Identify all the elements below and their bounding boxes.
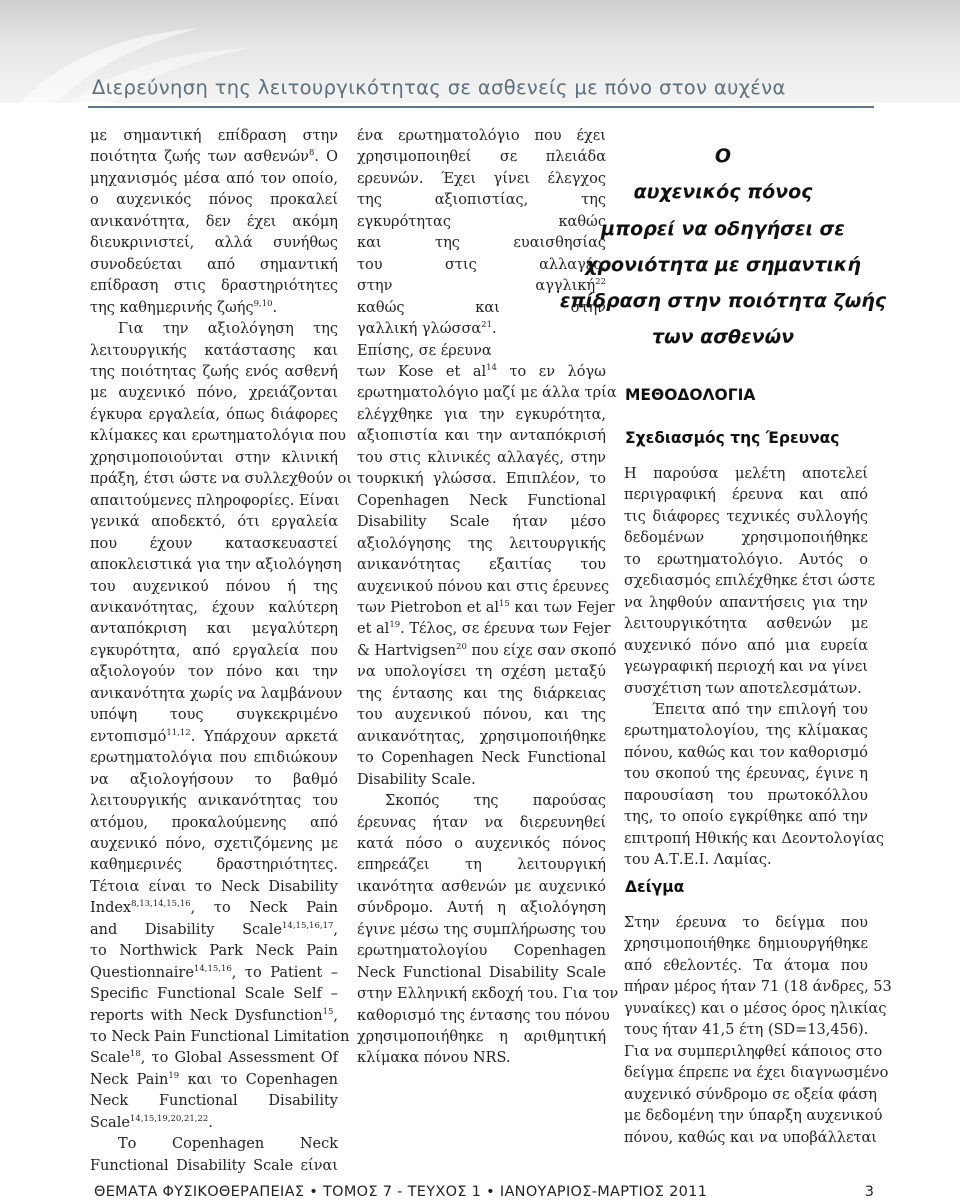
text-line: έγκυρα εργαλεία, όπως διάφορες xyxy=(90,406,338,423)
subheading-study-design: Σχεδιασμός της Έρευνας xyxy=(625,429,840,447)
text-line: ένα ερωτηματολόγιο που έχει xyxy=(357,128,606,144)
text-line: σύνδρομο. Αυτή η αξιολόγηση xyxy=(357,900,606,917)
text-line: λειτουργικής κατάστασης και xyxy=(90,342,338,359)
text-line: αυχενικό σύνδρομο σε οξεία φάση xyxy=(624,1086,877,1103)
text-line: πόνου, καθώς και να υποβάλλεται xyxy=(624,1129,877,1146)
text-line: καθημερινές δραστηριότητες. xyxy=(90,857,338,874)
text-line: απαιτούμενες πληροφορίες. Είναι xyxy=(90,492,340,509)
text-line: λειτουργικότητα ασθενών με xyxy=(624,616,868,633)
text-line: δείγμα έπρεπε να έχει διαγνωσμένο xyxy=(624,1065,889,1082)
text-line: καθώς και στην xyxy=(357,299,606,316)
text-line: γενικά αποδεκτό, ότι εργαλεία xyxy=(90,514,338,531)
text-line: χρησιμοποιήθηκε δημιουργήθηκε xyxy=(624,936,868,953)
text-line: ερωτηματολόγια που επιδιώκουν xyxy=(90,750,338,767)
text-line: της έντασης και της διάρκειας xyxy=(357,685,606,702)
text-line: γαλλική γλώσσα$^{21}$. xyxy=(357,320,497,338)
text-line: πράξη, έτσι ώστε να συλλεχθούν οι xyxy=(90,471,353,488)
text-line: ανικανότητας, χρησιμοποιήθηκε xyxy=(357,728,606,745)
text-line: and Disability Scale$^{14,15,16,17}$, xyxy=(90,920,338,938)
text-line: επίδραση στις δραστηριότητες xyxy=(90,278,338,295)
text-line: ικανότητα ασθενών με αυχενικό xyxy=(357,878,606,895)
text-line: επηρεάζει τη λειτουργική xyxy=(357,857,606,874)
subheading-sample: Δείγμα xyxy=(625,878,685,896)
text-line: Questionnaire$^{14,15,16}$, το Patient – xyxy=(90,963,338,981)
text-line: επιτροπή Ηθικής και Δεοντολογίας xyxy=(624,830,884,847)
text-line: περιγραφική έρευνα και από xyxy=(624,487,868,504)
text-line: Έπειτα από την επιλογή του xyxy=(652,701,868,718)
text-line: ανικανότητας, έχουν καλύτερη xyxy=(90,599,338,616)
text-line: et $al^{19}$. Τέλος, σε έρευνα των Fejer xyxy=(357,620,611,638)
text-line: να υπολογίσει τη σχέση μεταξύ xyxy=(357,664,606,681)
header-rule xyxy=(88,106,874,108)
text-line: το Northwick Park Neck Pain xyxy=(90,943,338,960)
text-line: της ποιότητας ζωής ενός ασθενή xyxy=(90,363,338,380)
text-line: να αξιολογήσουν το βαθμό xyxy=(90,771,338,788)
text-line: σχεδιασμός επιλέχθηκε έτσι ώστε xyxy=(624,573,875,590)
text-line: στην αγγλική$^{22}$ xyxy=(357,277,606,295)
text-line: του αυχενικού πόνου, και της xyxy=(357,707,606,724)
text-line: με σημαντική επίδραση στην xyxy=(90,128,338,144)
text-line: & Hartvigsen$^{20}$ που είχε σαν σκοπό xyxy=(357,642,617,659)
text-line: χρησιμοποιούνται στην κλινική xyxy=(90,449,338,466)
text-line: ανικανότητα, δεν έχει ακόμη xyxy=(90,213,338,230)
section-heading-methodology: ΜΕΘΟΔΟΛΟΓΙΑ xyxy=(625,386,756,404)
text-line: και της ευαισθησίας xyxy=(357,235,606,252)
running-title: Διερεύνηση της λειτουργικότητας σε ασθενείς με πόνο στον αυχένα xyxy=(92,76,786,99)
body-column-right-sample xyxy=(624,913,892,1149)
text-line: έγινε μέσω της συμπλήρωσης του xyxy=(357,921,606,938)
text-line: του στις αλλαγές, xyxy=(357,256,606,273)
text-line: ο αυχενικός πόνος προκαλεί xyxy=(90,192,338,209)
text-line: Neck Pain$^{19}$ και το Copenhagen xyxy=(90,1071,338,1088)
text-line: Disability Scale. xyxy=(357,771,476,788)
body-column-right-design xyxy=(624,464,884,872)
text-line: του στις κλινικές αλλαγές, στην xyxy=(357,449,606,466)
text-line: συσχέτιση των αποτελεσμάτων. xyxy=(624,680,862,697)
text-line: που έχουν κατασκευαστεί xyxy=(90,535,338,552)
text-line: ανικανότητας εξαιτίας του xyxy=(357,557,606,574)
text-line: αξιοπιστία και την ανταπόκρισή xyxy=(357,428,606,445)
journal-footer: ΘΕΜΑΤΑ ΦΥΣΙΚΟΘΕΡΑΠΕΙΑΣ • ΤΟΜΟΣ 7 - ΤΕΥΧΟΣ 1 • ΙΑΝΟΥΑΡΙΟΣ-ΜΑΡΤΙΟΣ 2011 xyxy=(94,1184,708,1200)
text-line: τους ήταν 41,5 έτη (SD=13,456). xyxy=(624,1022,869,1039)
text-line: αυχενικό πόνο από μια ευρεία xyxy=(624,637,868,654)
text-line: ελέγχθηκε για την εγκυρότητα, xyxy=(357,406,606,423)
text-line: από εθελοντές. Τα άτομα που xyxy=(624,957,868,974)
text-line: παρουσίαση του πρωτοκόλλου xyxy=(624,787,868,804)
text-line: Copenhagen Neck Functional xyxy=(357,492,606,509)
text-line: τουρκική γλώσσα. Επιπλέον, το xyxy=(357,471,606,488)
text-line: Η παρούσα μελέτη αποτελεί xyxy=(624,466,868,482)
text-line: κλίμακες και ερωτηματολόγια που xyxy=(90,428,346,445)
text-line: λειτουργικής ανικανότητας του xyxy=(90,793,338,810)
text-line: εγκυρότητας καθώς xyxy=(357,213,606,230)
body-column-left xyxy=(90,126,353,1177)
text-line: Τέτοια είναι το Neck Disability xyxy=(90,878,338,895)
text-line: τις διάφορες τεχνικές συλλογής xyxy=(624,508,868,525)
page-number: 3 xyxy=(864,1184,874,1200)
text-line: γυναίκες) και ο μέσος όρος ηλικίας xyxy=(624,1000,887,1017)
pull-quote xyxy=(538,138,908,356)
text-line: έρευνας ήταν να διερευνηθεί xyxy=(357,814,606,831)
text-line: αξιολογούν τον πόνο και την xyxy=(90,664,338,681)
text-line: αυχενικό πόνο, σχετιζόμενης με xyxy=(90,835,338,852)
text-line: γεωγραφική περιοχή και να γίνει xyxy=(624,659,868,676)
text-line: να ληφθούν απαντήσεις για την xyxy=(624,594,868,611)
text-line: Disability Scale ήταν μέσο xyxy=(357,514,606,531)
text-line: Για την αξιολόγηση της xyxy=(118,321,338,338)
text-line: ερωτηματολογίου, της κλίμακας xyxy=(624,723,868,740)
text-line: των Kose et $al^{14}$ το εν λόγω xyxy=(357,363,606,380)
text-line: ερωτηματολογίου Copenhagen xyxy=(357,943,606,960)
text-line: συνοδεύεται από σημαντική xyxy=(90,256,338,273)
text-line: της καθημερινής ζωής$^{9,10}$. xyxy=(90,298,278,316)
text-line: του αυχενικού πόνου ή της xyxy=(90,578,338,595)
pull-quote-line: Ο xyxy=(714,145,732,167)
pull-quote-line: χρονιότητα με σημαντική xyxy=(585,253,861,276)
text-line: αξιολόγησης της λειτουργικής xyxy=(357,535,606,552)
text-line: Scale$^{18}$, το Global Assessment Of xyxy=(90,1049,338,1067)
text-line: Index$^{8,13,14,15,16}$, το Neck Pain xyxy=(90,899,338,917)
text-line: με αυχενικό πόνο, χρειάζονται xyxy=(90,385,338,402)
text-line: μηχανισμός μέσα από τον οποίο, xyxy=(90,170,338,187)
text-line: αποκλειστικά για την αξιολόγηση xyxy=(90,557,342,574)
text-line: των Pietrobon et $al^{15}$ και των Fejer xyxy=(357,599,615,616)
text-line: του Α.Τ.Ε.Ι. Λαμίας. xyxy=(624,852,772,869)
text-line: ανταπόκριση και μεγαλύτερη xyxy=(90,621,338,638)
text-line: Στην έρευνα το δείγμα που xyxy=(624,915,868,931)
text-line: χρησιμοποιηθεί σε πλειάδα xyxy=(357,149,606,166)
text-line: Neck Functional Disability Scale xyxy=(357,964,606,981)
text-line: διευκρινιστεί, αλλά συνήθως xyxy=(90,235,338,252)
text-line: του σκοπού της έρευνας, έγινε η xyxy=(624,766,868,783)
text-line: ερευνών. Έχει γίνει έλεγχος xyxy=(357,170,606,187)
text-line: Το Copenhagen Neck xyxy=(118,1136,338,1153)
pull-quote-line: επίδραση στην ποιότητα ζωής xyxy=(559,290,887,313)
text-line: ποιότητα ζωής των ασθενών$^8$. Ο xyxy=(90,148,339,166)
text-line: χρησιμοποιήθηκε η αριθμητική xyxy=(357,1029,606,1046)
text-line: εντοπισμό$^{11,12}$. Υπάρχουν αρκετά xyxy=(90,727,338,745)
text-line: Neck Functional Disability xyxy=(90,1093,338,1110)
text-line: εγκυρότητα, από εργαλεία που xyxy=(90,642,338,659)
text-line: Functional Disability Scale είναι xyxy=(90,1157,338,1174)
text-line: πόνου, καθώς και τον καθορισμό xyxy=(624,744,868,761)
pull-quote-line: των ασθενών xyxy=(651,326,795,349)
text-line: υπόψη τους συγκεκριμένο xyxy=(90,707,338,724)
text-line: reports with Neck Dysfunction$^{15}$, xyxy=(90,1006,338,1024)
text-line: Επίσης, σε έρευνα xyxy=(357,342,492,359)
text-line: το ερωτηματολόγιο. Αυτός ο xyxy=(624,551,868,568)
text-line: Για να συμπεριληφθεί κάποιος στο xyxy=(624,1043,883,1060)
text-line: το Neck Pain Functional Limitation xyxy=(90,1029,350,1046)
text-line: δεδομένων χρησιμοποιήθηκε xyxy=(624,530,868,547)
text-line: με δεδομένη την ύπαρξη αυχενικού xyxy=(624,1108,883,1125)
text-line: της, το οποίο εγκρίθηκε από την xyxy=(624,809,868,826)
pull-quote-line: αυχενικός πόνος xyxy=(633,181,813,204)
text-line: κατά πόσο ο αυχενικός πόνος xyxy=(357,835,606,852)
text-line: κλίμακα πόνου NRS. xyxy=(357,1050,511,1067)
text-line: ανικανότητα χωρίς να λαμβάνουν xyxy=(90,685,343,702)
text-line: Σκοπός της παρούσας xyxy=(385,793,606,810)
text-line: ερωτηματολόγιο μαζί με άλλα τρία xyxy=(357,385,617,402)
text-line: πήραν μέρος ήταν 71 (18 άνδρες, 53 xyxy=(624,979,892,996)
text-line: στην Ελληνική εκδοχή του. Για τον xyxy=(357,986,619,1003)
text-line: Scale$^{14,15,19,20,21,22}$. xyxy=(90,1114,213,1131)
text-line: ατόμου, προκαλούμενης από xyxy=(90,814,338,831)
text-line: καθορισμό της έντασης του πόνου xyxy=(357,1007,610,1024)
text-line: το Copenhagen Neck Functional xyxy=(357,750,606,767)
text-line: Specific Functional Scale Self – xyxy=(90,986,338,1003)
pull-quote-line: μπορεί να οδηγήσει σε xyxy=(601,217,845,240)
text-line: αυχενικού πόνου και στις έρευνες xyxy=(357,578,610,595)
text-line: της αξιοπιστίας, της xyxy=(357,192,606,209)
